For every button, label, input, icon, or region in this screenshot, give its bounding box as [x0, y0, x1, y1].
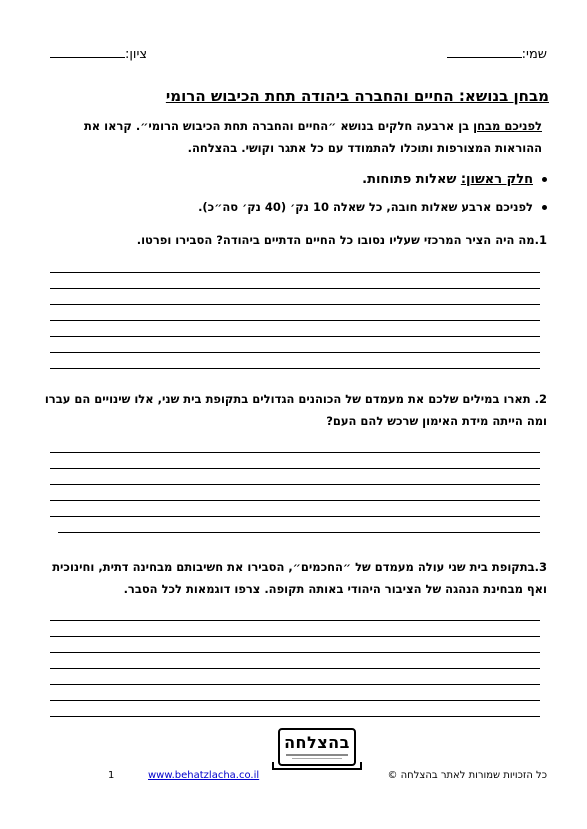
answer-line: [50, 452, 540, 453]
part1-heading: [362, 172, 547, 187]
answer-line: [50, 500, 540, 501]
behatzlacha-logo: [278, 728, 356, 766]
answer-line: [50, 636, 540, 637]
answer-line: [58, 532, 540, 533]
intro-line1: בן ארבעה חלקים בנושא ״החיים והחברה תחת הכיבוש הרומי״. קראו את: [83, 119, 474, 133]
answer-line: [50, 288, 540, 289]
bullet-icon: [542, 177, 547, 182]
logo-underline: [292, 758, 342, 759]
instructions-text: לפניכם ארבע שאלות חובה, כל שאלה 10 נק׳ (40 נק׳ סה״כ).: [198, 200, 533, 214]
question-1-text: 1.מה היה הציר המרכזי שעליו נסובו כל החיים הדתיים ביהודה? הסבירו ופרטו.: [136, 233, 547, 247]
answer-line: [50, 716, 540, 717]
bullet-icon: [542, 205, 547, 210]
answer-line: [50, 352, 540, 353]
question-2-line1: 2. תארו במילים שלכם את מעמדם של הכוהנים הגדולים בתקופת בית שני, אלו שינויים הם עברו: [44, 392, 547, 406]
answer-line: [50, 304, 540, 305]
answer-line: [50, 320, 540, 321]
question-2: [42, 388, 547, 432]
name-label: שמי:: [521, 47, 547, 62]
name-field: [447, 47, 547, 62]
footer-website-link[interactable]: www.behatzlacha.co.il: [148, 770, 260, 781]
question-1: [42, 229, 547, 251]
footer-copyright: כל הזכויות שמורות לאתר בהצלחה ©: [387, 770, 547, 781]
grade-field: [50, 47, 147, 62]
answer-line: [50, 684, 540, 685]
answer-line: [50, 516, 540, 517]
part1-text: שאלות פתוחות.: [362, 172, 461, 187]
instructions: [198, 200, 547, 214]
answer-line: [50, 368, 540, 369]
answer-line: [50, 652, 540, 653]
question-3: [42, 556, 547, 600]
answer-line: [50, 272, 540, 273]
question-2-line2: ומה הייתה מידת האימון שרכש להם העם?: [326, 414, 547, 428]
page-title: מבחן בנושא: החיים והחברה ביהודה תחת הכיבוש הרומי: [165, 87, 549, 105]
part1-label: חלק ראשון:: [460, 172, 533, 187]
answer-line: [50, 336, 540, 337]
logo-text: בהצלחה: [284, 733, 350, 752]
answer-line: [50, 668, 540, 669]
grade-blank[interactable]: [50, 57, 125, 58]
page-number: 1: [108, 770, 115, 781]
intro-line2: ההוראות המצורפות ותוכלו להתמודד עם כל אתגר וקושי. בהצלחה.: [187, 141, 542, 155]
logo-underline: [286, 754, 348, 756]
name-blank[interactable]: [447, 57, 522, 58]
grade-label: ציון:: [125, 47, 148, 62]
answer-line: [50, 468, 540, 469]
intro-prefix: לפניכם מבחן: [473, 119, 542, 133]
question-3-line1: 3.בתקופת בית שני עולה מעמדם של ״החכמים״, הסבירו את חשיבותם מבחינה דתית, וחינוכית: [52, 560, 547, 574]
question-3-line2: ואף מבחינת הנהגה של הציבור היהודי באותה תקופה. צרפו דוגמאות לכל הסבר.: [123, 582, 547, 596]
intro-paragraph: [42, 115, 542, 159]
answer-line: [50, 700, 540, 701]
answer-line: [50, 484, 540, 485]
answer-line: [50, 620, 540, 621]
